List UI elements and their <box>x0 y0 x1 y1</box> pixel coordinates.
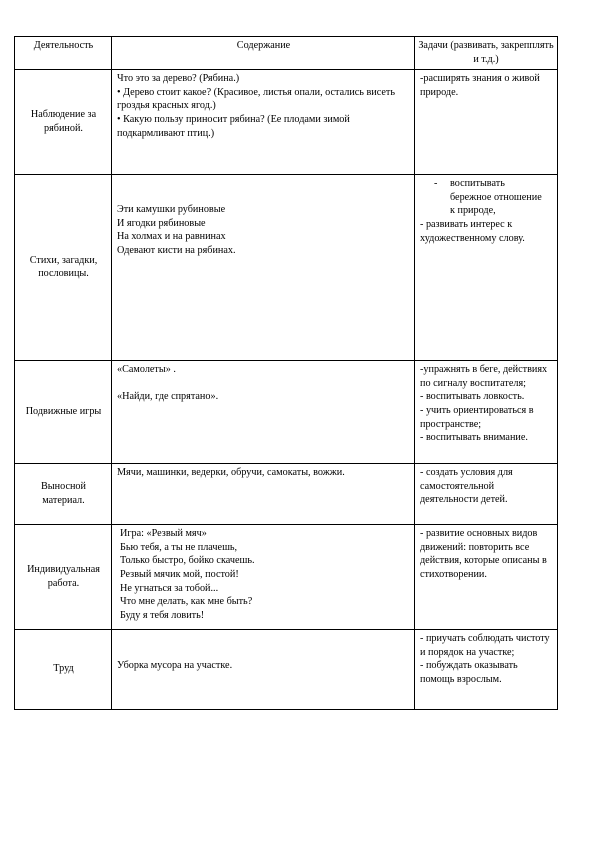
poem-line: Резвый мячик мой, постой! <box>120 568 239 580</box>
poem-line: Буду я тебя ловить! <box>120 609 205 621</box>
tasks-cell <box>415 464 558 525</box>
task-line: - создать условия для самостоятельной деятельности детей. <box>420 467 513 506</box>
tasks-cell <box>415 361 558 464</box>
activity-cell: Выносной материал. <box>15 464 112 525</box>
task-line: -расширять знания о живой природе. <box>420 73 540 98</box>
activity-cell: Стихи, загадки, пословицы. <box>15 175 112 361</box>
table-row <box>15 175 558 361</box>
task-line: - развивать интерес к художественному слову. <box>420 218 525 244</box>
task-line: -упражнять в беге, действиях по сигналу воспитателя; <box>420 364 548 389</box>
task-line: - учить ориентироваться в пространстве; <box>420 404 534 430</box>
poem-line: На холмах и на равнинах <box>117 231 226 243</box>
tasks-cell <box>415 525 558 630</box>
dash-marker: - <box>434 178 438 190</box>
game-title: «Самолеты» . <box>117 364 176 376</box>
content-cell <box>112 70 415 175</box>
header-content: Содержание <box>112 37 415 70</box>
activity-cell: Индивидуальная работа. <box>15 525 112 630</box>
table-row <box>15 630 558 710</box>
tasks-cell <box>415 175 558 361</box>
table-header-row <box>15 37 558 70</box>
table-row <box>15 525 558 630</box>
poem-line: Только быстро, бойко скачешь. <box>120 555 255 567</box>
game-title: «Найди, где спрятано». <box>117 391 219 403</box>
poem-line: Что мне делать, как мне быть? <box>120 596 253 608</box>
poem-line: Одевают кисти на рябинах. <box>117 244 236 256</box>
table-row <box>15 464 558 525</box>
content-line: Что это за дерево? (Рябина.) <box>117 73 240 85</box>
activity-plan-table <box>14 36 558 710</box>
task-line: - воспитывать внимание. <box>420 432 528 444</box>
content-cell <box>112 525 415 630</box>
content-line: Мячи, машинки, ведерки, обручи, самокаты, вожжи. <box>117 467 345 479</box>
tasks-cell <box>415 630 558 710</box>
content-line: • Какую пользу приносит рябина? (Ее плодами зимой подкармливают птиц.) <box>117 113 350 139</box>
poem-line: И ягодки рябиновые <box>117 217 206 229</box>
task-list-item <box>420 177 553 218</box>
task-line: - развитие основных видов движений: повторить все действия, которые описаны в стихотворении. <box>420 528 547 580</box>
game-title: Игра: «Резвый мяч» <box>120 528 207 540</box>
content-cell <box>112 361 415 464</box>
tasks-cell <box>415 70 558 175</box>
content-line: • Дерево стоит какое? (Красивое, листья опали, остались висеть гроздья красных ягод.) <box>117 86 396 112</box>
poem-line: Бью тебя, а ты не плачешь, <box>120 541 238 553</box>
content-cell <box>112 175 415 361</box>
task-line: - приучать соблюдать чистоту и порядок на участке; <box>420 633 550 658</box>
content-cell <box>112 464 415 525</box>
poem-line: Эти камушки рубиновые <box>117 204 226 216</box>
table-row <box>15 361 558 464</box>
task-line: - побуждать оказывать помощь взрослым. <box>420 660 518 685</box>
header-tasks: Задачи (развивать, закрепплять и т.д.) <box>415 37 558 70</box>
task-line: - воспитывать ловкость. <box>420 391 525 403</box>
content-line: Уборка мусора на участке. <box>117 659 233 671</box>
blank-line <box>117 377 410 391</box>
table-row <box>15 70 558 175</box>
activity-cell: Подвижные игры <box>15 361 112 464</box>
activity-cell: Наблюдение за рябиной. <box>15 70 112 175</box>
content-cell <box>112 630 415 710</box>
header-activity: Деятельность <box>15 37 112 70</box>
activity-cell: Труд <box>15 630 112 710</box>
poem-line: Не угнаться за тобой... <box>120 582 219 594</box>
task-line: воспитывать бережное отношение к природе, <box>450 178 542 217</box>
